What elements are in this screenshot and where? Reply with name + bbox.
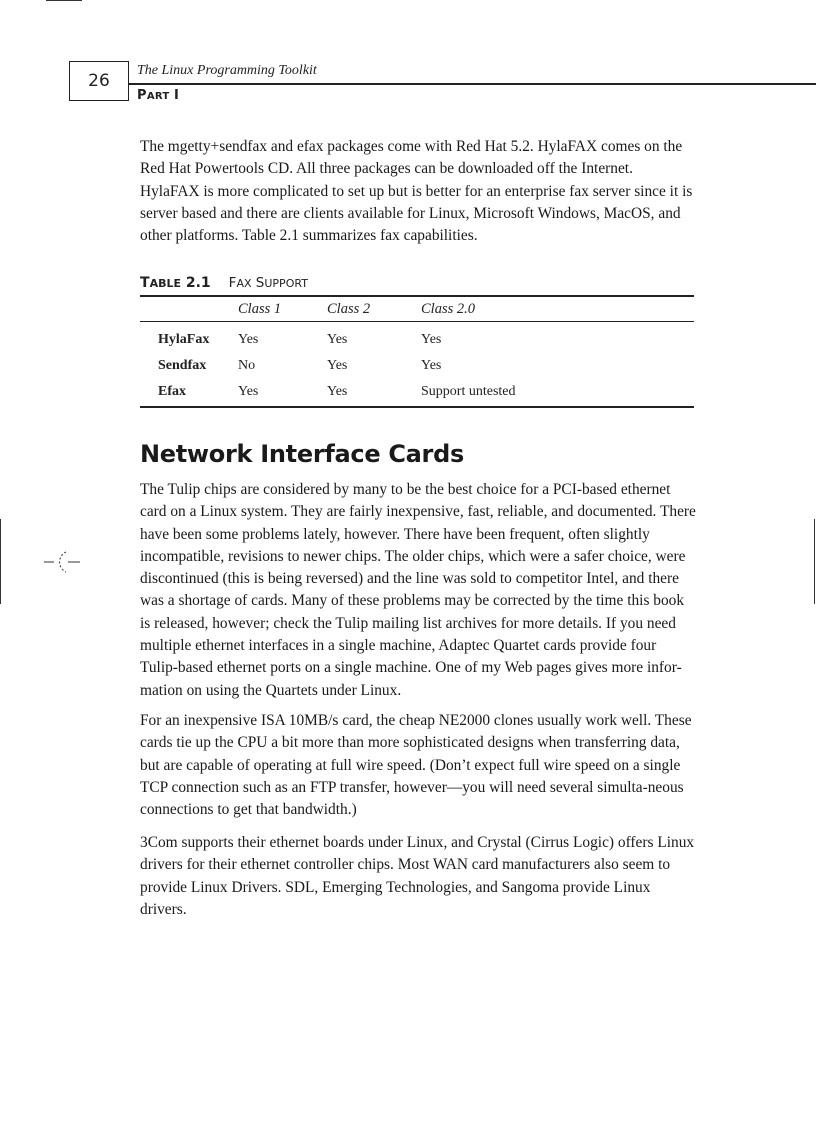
registration-mark-icon <box>42 548 82 576</box>
table-cell: Yes <box>238 332 259 347</box>
column-header-class-2-0: Class 2.0 <box>421 301 475 317</box>
column-header-class-1: Class 1 <box>238 301 282 317</box>
page-number-text: 26 <box>88 71 110 91</box>
table-row-label: Efax <box>158 384 186 399</box>
table-number: TABLE 2.1 <box>140 275 211 291</box>
body-paragraph-3com: 3Com supports their ethernet boards under Linux, and Crystal (Cirrus Logic) offers Linux drivers for their ethernet controller chips. Most WAN card manufacturers also seem to provide Linux Drivers. SDL, Emerging Technologies, and Sangoma provide Linux drivers. <box>140 834 695 918</box>
table-row-label: Sendfax <box>158 358 207 373</box>
table-caption <box>140 272 308 291</box>
running-head-part: PART I <box>137 88 180 103</box>
margin-line-right <box>814 519 815 604</box>
table-bottom-rule <box>140 406 694 408</box>
table-cell: Support untested <box>421 384 516 399</box>
table-top-rule <box>140 295 694 297</box>
body-paragraph-isa: For an inexpensive ISA 10MB/s card, the cheap NE2000 clones usually work well. These cards tie up the CPU a bit more than more sophisticated designs when transferring data, but are capable of operating at full wire speed. (Don’t expect full wire speed on a single TCP connection such as an FTP transfer, however—you will need several simulta-neous connections to get that bandwidth.) <box>140 712 692 819</box>
table-row-label: HylaFax <box>158 332 210 347</box>
crop-mark-top <box>46 0 82 1</box>
table-cell: Yes <box>327 358 348 373</box>
section-heading: Network Interface Cards <box>140 440 464 468</box>
table-cell: Yes <box>238 384 259 399</box>
table-header-rule <box>140 321 694 322</box>
part-number: I <box>174 88 180 103</box>
table-cell: Yes <box>327 332 348 347</box>
page-number <box>69 61 129 101</box>
table-cell: No <box>238 358 256 373</box>
column-header-class-2: Class 2 <box>327 301 371 317</box>
table-cell: Yes <box>421 358 442 373</box>
table-title: FAX SUPPORT <box>228 275 308 291</box>
body-paragraph-tulip: The Tulip chips are considered by many to be the best choice for a PCI-based ethernet card on a Linux system. They are fairly inexpensive, fast, reliable, and documented. There have been some problems lately, however. There have been frequent, often slightly incompatible, revisions to newer chips. The older chips, which were a safer choice, were discontinued (this is being reversed) and the line was sold to competitor Intel, and there was a shortage of cards. Many of these problems may be corrected by the time this book is released, however; check the Tulip mailing list archives for more details. If you need multiple ethernet interfaces in a single machine, Adaptec Quartet cards provide four Tulip-based ethernet ports on a single machine. One of my Web pages gives more infor-mation on using the Quartets under Linux. <box>140 481 696 699</box>
table-cell: Yes <box>327 384 348 399</box>
intro-paragraph: The mgetty+sendfax and efax packages come with Red Hat 5.2. HylaFAX comes on the Red Hat Powertools CD. All three packages can be downloaded off the Internet. HylaFAX is more complicated to set up but is better for an enterprise fax server since it is server based and there are clients available for Linux, Microsoft Windows, MacOS, and other platforms. Table 2.1 summarizes fax capabilities. <box>140 138 693 245</box>
header-rule <box>129 83 816 85</box>
running-head-title: The Linux Programming Toolkit <box>137 63 317 78</box>
margin-line-left <box>0 519 1 604</box>
table-cell: Yes <box>421 332 442 347</box>
